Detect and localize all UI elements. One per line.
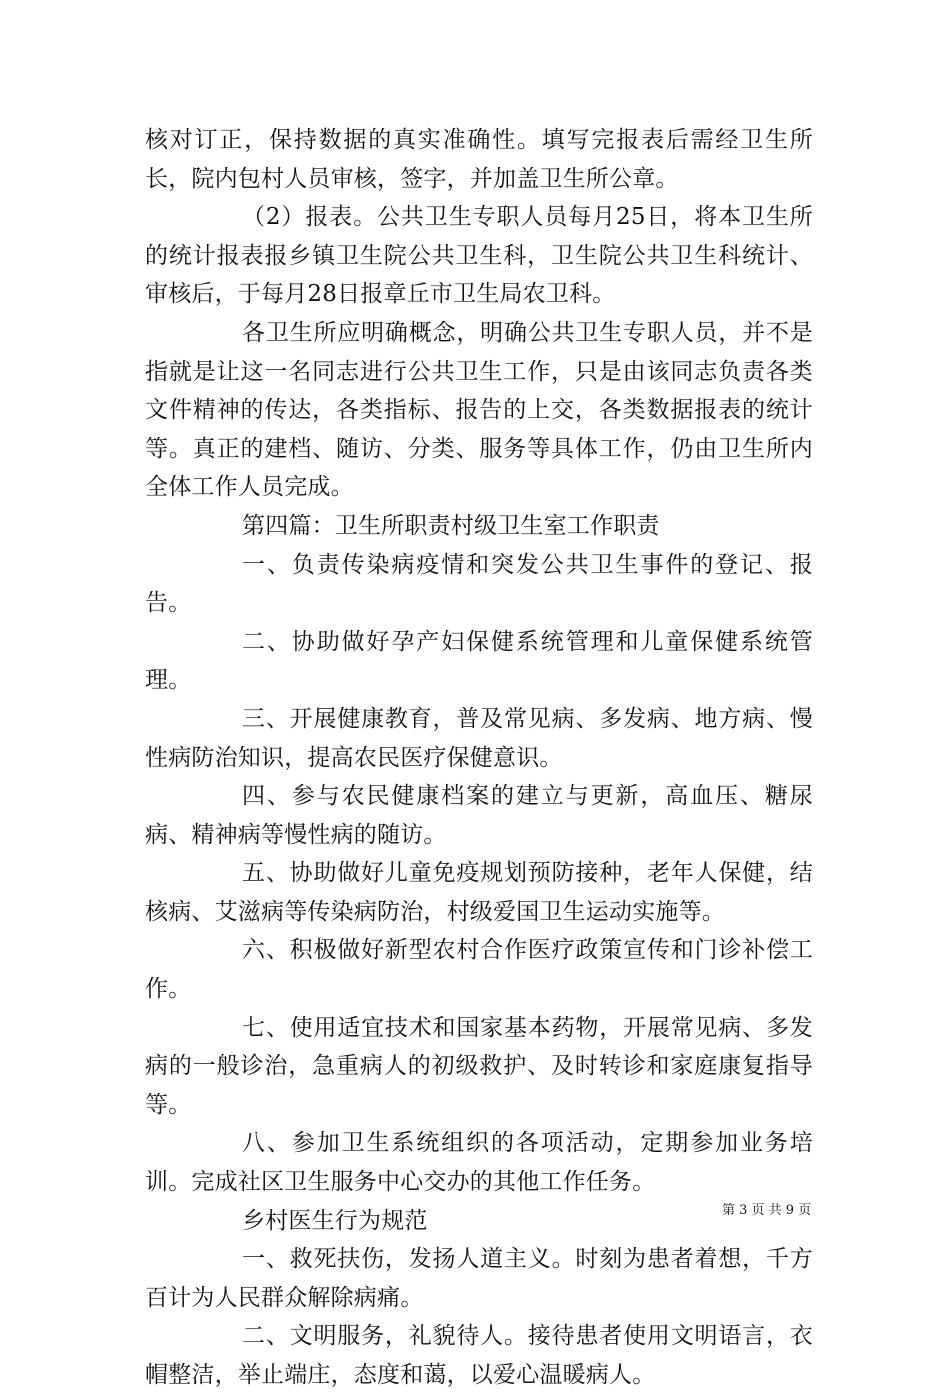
section-heading-4: 第四篇：卫生所职责村级卫生室工作职责 bbox=[242, 512, 660, 539]
list-item-3: 三、开展健康教育，普及常见病、多发病、地方病、慢性病防治知识，提高农民医疗保健意识。 bbox=[145, 705, 813, 771]
list-item-8: 八、参加卫生系统组织的各项活动，定期参加业务培训。完成社区卫生服务中心交办的其他工作任务。 bbox=[145, 1130, 813, 1196]
list-item-1: 一、负责传染病疫情和突发公共卫生事件的登记、报告。 bbox=[145, 551, 813, 617]
document-body bbox=[145, 121, 813, 1395]
list-item-2: 二、协助做好孕产妇保健系统管理和儿童保健系统管理。 bbox=[145, 628, 813, 694]
list-item-7: 七、使用适宜技术和国家基本药物，开展常见病、多发病的一般诊治，急重病人的初级救护、及时转诊和家庭康复指导等。 bbox=[145, 1014, 813, 1118]
code-item-1: 一、救死扶伤，发扬人道主义。时刻为患者着想，千方百计为人民群众解除病痛。 bbox=[145, 1246, 813, 1311]
paragraph-1: 核对订正，保持数据的真实准确性。填写完报表后需经卫生所长，院内包村人员审核，签字，并加盖卫生所公章。 bbox=[145, 127, 813, 192]
list-item-5: 五、协助做好儿童免疫规划预防接种，老年人保健，结核病、艾滋病等传染病防治，村级爱国卫生运动实施等。 bbox=[145, 860, 813, 925]
page-number: 第 3 页 共 9 页 bbox=[722, 1203, 812, 1218]
section-heading-code: 乡村医生行为规范 bbox=[242, 1207, 428, 1234]
paragraph-3: 各卫生所应明确概念，明确公共卫生专职人员，并不是指就是让这一名同志进行公共卫生工作，只是由该同志负责各类文件精神的传达，各类指标、报告的上交，各类数据报表的统计等。真正的建档、随访、分类、服务等具体工作，仍由卫生所内全体工作人员完成。 bbox=[145, 319, 813, 501]
list-item-4: 四、参与农民健康档案的建立与更新，高血压、糖尿病、精神病等慢性病的随访。 bbox=[145, 783, 813, 848]
paragraph-2: （2）报表。公共卫生专职人员每月25日，将本卫生所的统计报表报乡镇卫生院公共卫生科，卫生院公共卫生科统计、审核后，于每月28日报章丘市卫生局农卫科。 bbox=[145, 204, 813, 308]
list-item-6: 六、积极做好新型农村合作医疗政策宣传和门诊补偿工作。 bbox=[145, 937, 813, 1003]
code-item-2: 二、文明服务，礼貌待人。接待患者使用文明语言，衣帽整洁，举止端庄，态度和蔼，以爱心温暖病人。 bbox=[145, 1323, 813, 1388]
